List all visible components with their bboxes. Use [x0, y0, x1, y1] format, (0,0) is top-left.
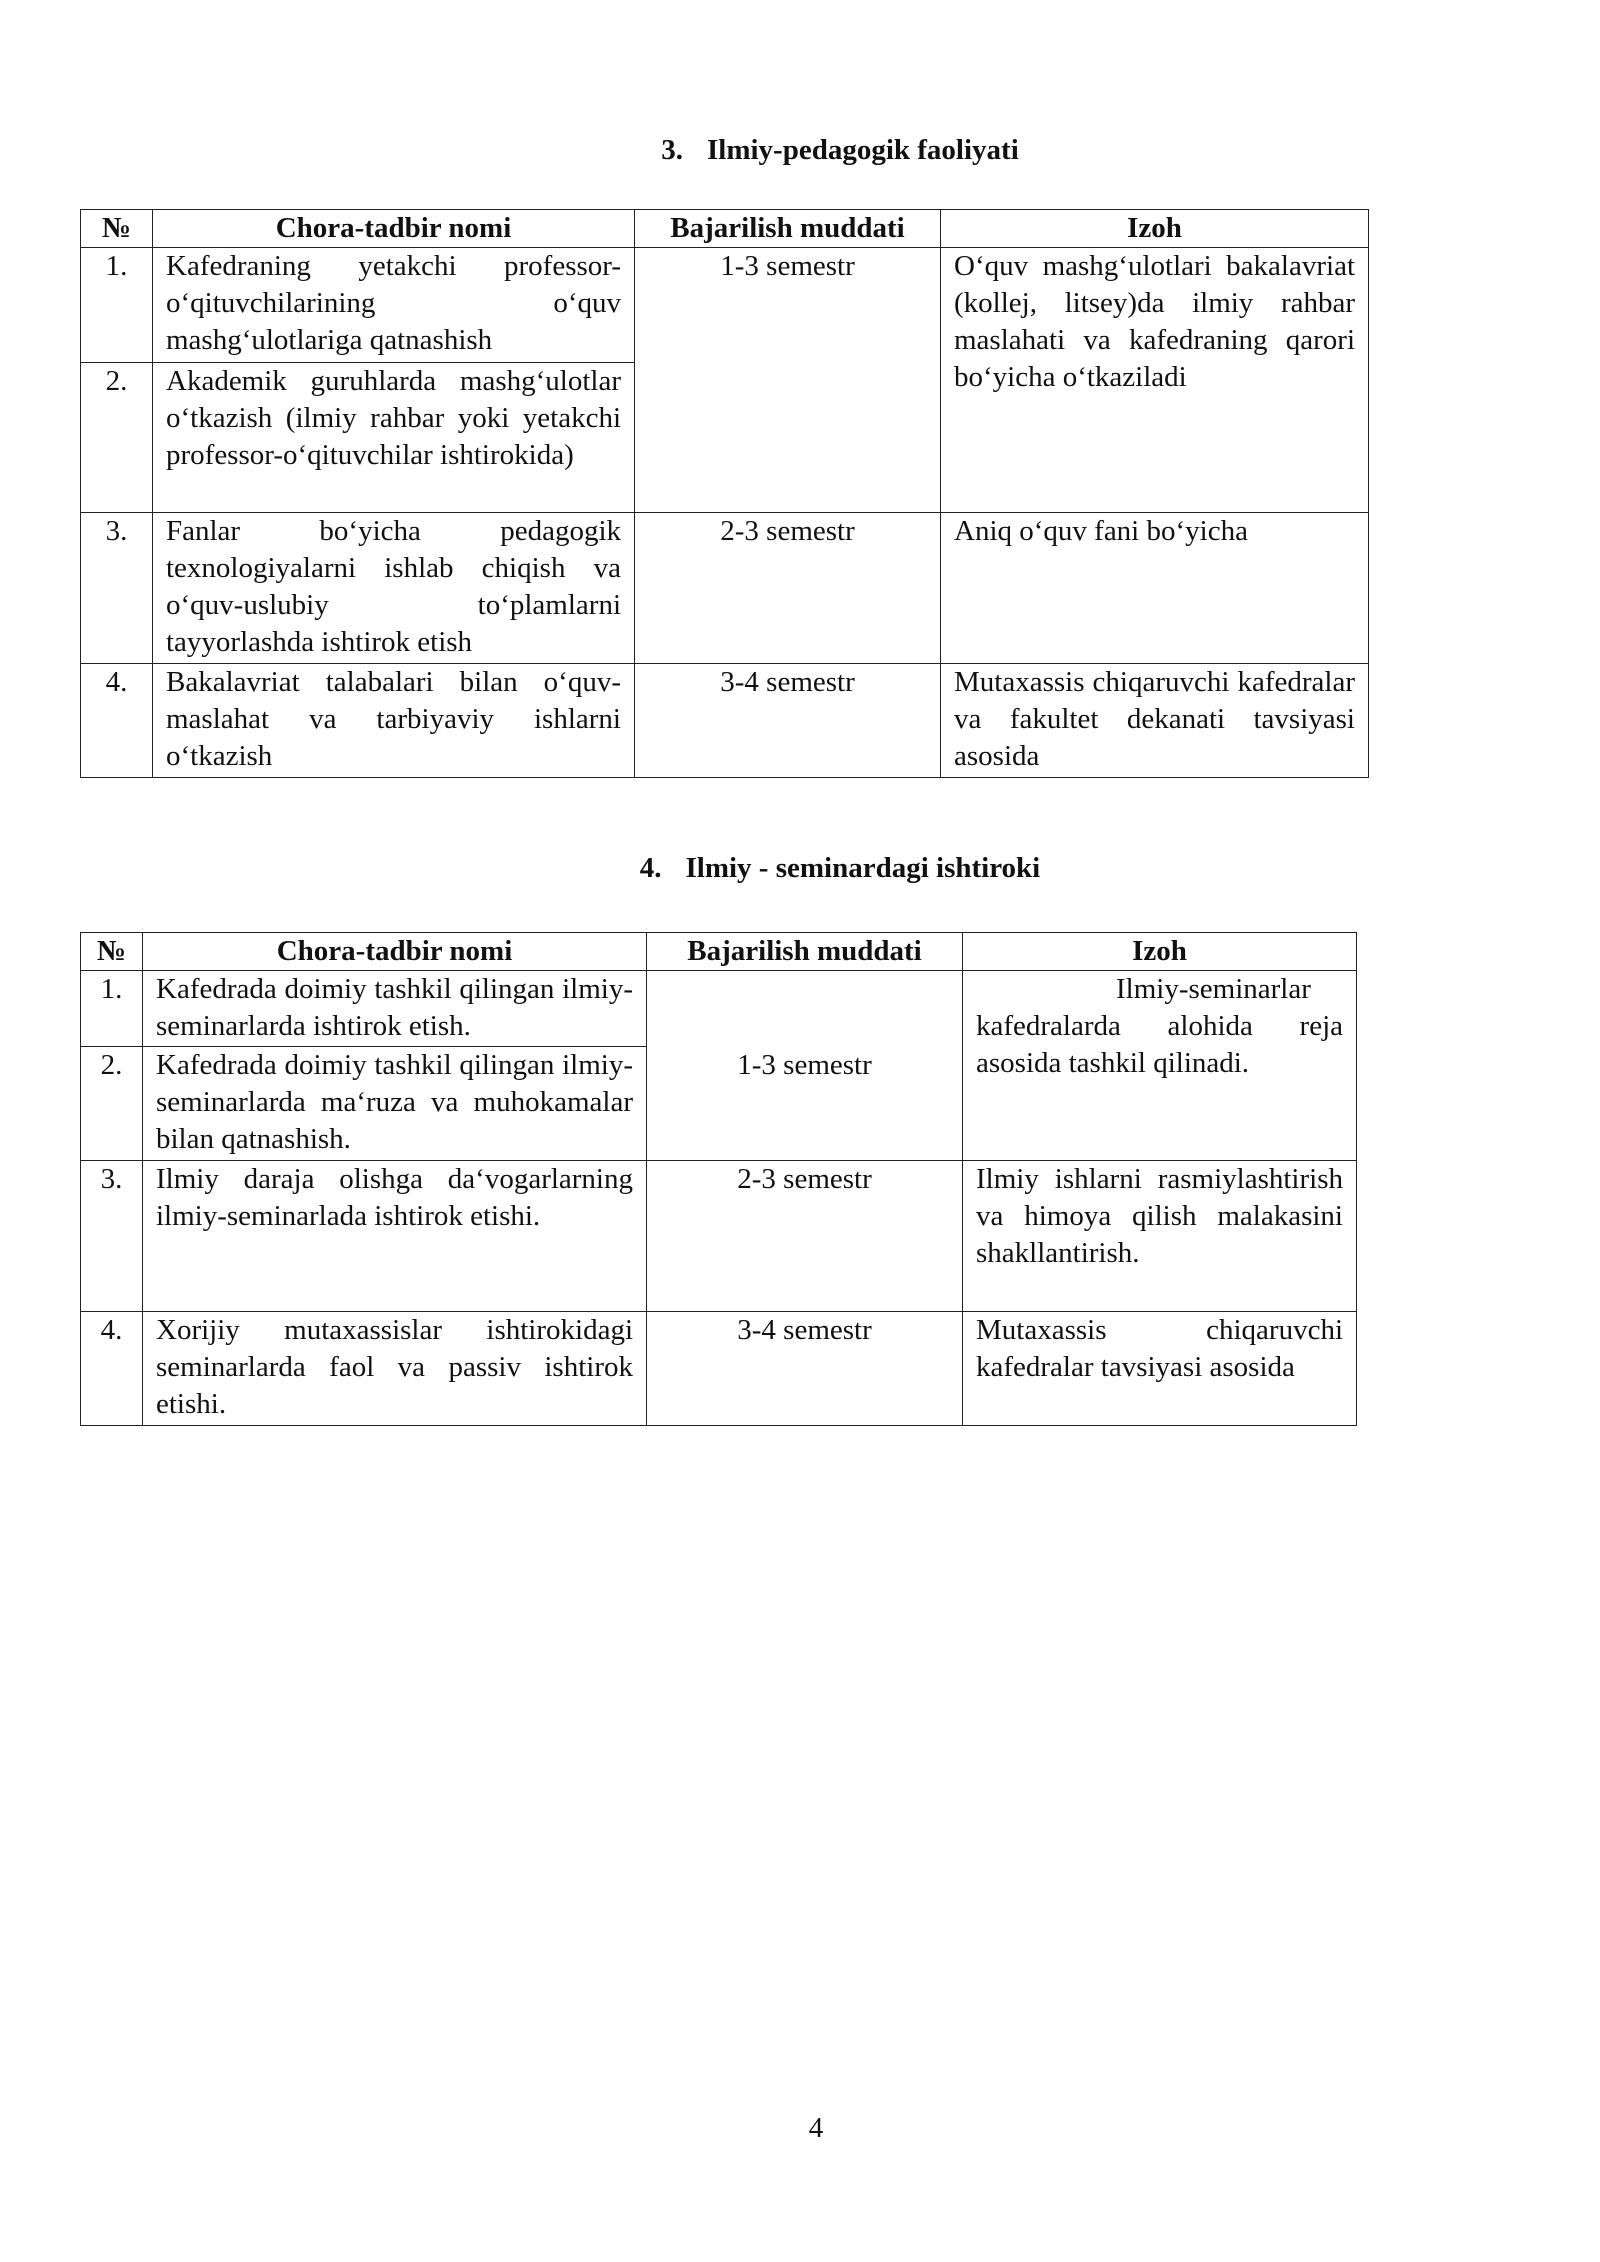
row-name: Kafedraning yetakchi professor-o‘qituvchilarining o‘quv mashg‘ulotlariga qatnashish	[153, 248, 635, 363]
row-num: 2.	[81, 363, 153, 513]
row-note: Ilmiy-seminarlar kafedralarda alohida reja asosida tashkil qilinadi.	[963, 971, 1357, 1161]
row-term: 2-3 semestr	[647, 1161, 963, 1312]
row-num: 4.	[81, 1312, 143, 1426]
section-3-title	[40, 134, 1600, 167]
row-term: 3-4 semestr	[647, 1312, 963, 1426]
section-4-title-text: Ilmiy - seminardagi ishtiroki	[685, 852, 1041, 884]
row-term: 3-4 semestr	[635, 664, 941, 778]
row-name: Ilmiy daraja olishga da‘vogarlarning ilmiy-seminarlada ishtirok etishi.	[143, 1161, 647, 1312]
row-name: Akademik guruhlarda mashg‘ulotlar o‘tkazish (ilmiy rahbar yoki yetakchi professor-o‘qituvchilar ishtirokida)	[153, 363, 635, 513]
table-header-row	[81, 933, 1357, 971]
header-num: №	[81, 933, 143, 971]
row-note: Mutaxassis chiqaruvchi kafedralar va fakultet dekanati tavsiyasi asosida	[941, 664, 1369, 778]
header-note: Izoh	[963, 933, 1357, 971]
table-row	[81, 1312, 1357, 1426]
header-term: Bajarilish muddati	[647, 933, 963, 971]
row-name: Xorijiy mutaxassislar ishtirokidagi seminarlarda faol va passiv ishtirok etishi.	[143, 1312, 647, 1426]
seminar-participation-table	[80, 932, 1357, 1426]
row-term: 2-3 semestr	[635, 513, 941, 664]
table-row	[81, 248, 1369, 363]
row-name: Kafedrada doimiy tashkil qilingan ilmiy- seminarlarda ishtirok etish.	[143, 971, 647, 1047]
section-4-title	[40, 852, 1600, 885]
row-name: Bakalavriat talabalari bilan o‘quv-maslahat va tarbiyaviy ishlarni o‘tkazish	[153, 664, 635, 778]
section-3-number: 3.	[661, 134, 683, 166]
row-num: 4.	[81, 664, 153, 778]
table-header-row	[81, 210, 1369, 248]
row-term: 1-3 semestr	[635, 248, 941, 513]
row-num: 3.	[81, 1161, 143, 1312]
header-name: Chora-tadbir nomi	[143, 933, 647, 971]
page-number: 4	[808, 2112, 824, 2144]
row-term: 1-3 semestr	[647, 971, 963, 1161]
row-note: O‘quv mashg‘ulotlari bakalavriat (kollej, litsey)da ilmiy rahbar maslahati va kafedraning qarori bo‘yicha o‘tkaziladi	[941, 248, 1369, 513]
row-num: 3.	[81, 513, 153, 664]
row-num: 1.	[81, 971, 143, 1047]
header-term: Bajarilish muddati	[635, 210, 941, 248]
row-name: Fanlar bo‘yicha pedagogik texnologiyalarni ishlab chiqish va o‘quv-uslubiy to‘plamlarni tayyorlashda ishtirok etish	[153, 513, 635, 664]
table-row	[81, 971, 1357, 1047]
section-3-title-text: Ilmiy-pedagogik faoliyati	[706, 134, 1019, 166]
row-note: Mutaxassis chiqaruvchi kafedralar tavsiyasi asosida	[963, 1312, 1357, 1426]
table-row	[81, 513, 1369, 664]
header-note: Izoh	[941, 210, 1369, 248]
row-num: 2.	[81, 1047, 143, 1161]
table-row	[81, 664, 1369, 778]
row-num: 1.	[81, 248, 153, 363]
row-note: Aniq o‘quv fani bo‘yicha	[941, 513, 1369, 664]
header-num: №	[81, 210, 153, 248]
table-row	[81, 1161, 1357, 1312]
row-note: Ilmiy ishlarni rasmiylashtirish va himoya qilish malakasini shakllantirish.	[963, 1161, 1357, 1312]
header-name: Chora-tadbir nomi	[153, 210, 635, 248]
section-4-number: 4.	[639, 852, 662, 884]
pedagogical-activity-table	[80, 209, 1369, 778]
row-name: Kafedrada doimiy tashkil qilingan ilmiy-seminarlarda ma‘ruza va muhokamalar bilan qatnashish.	[143, 1047, 647, 1161]
